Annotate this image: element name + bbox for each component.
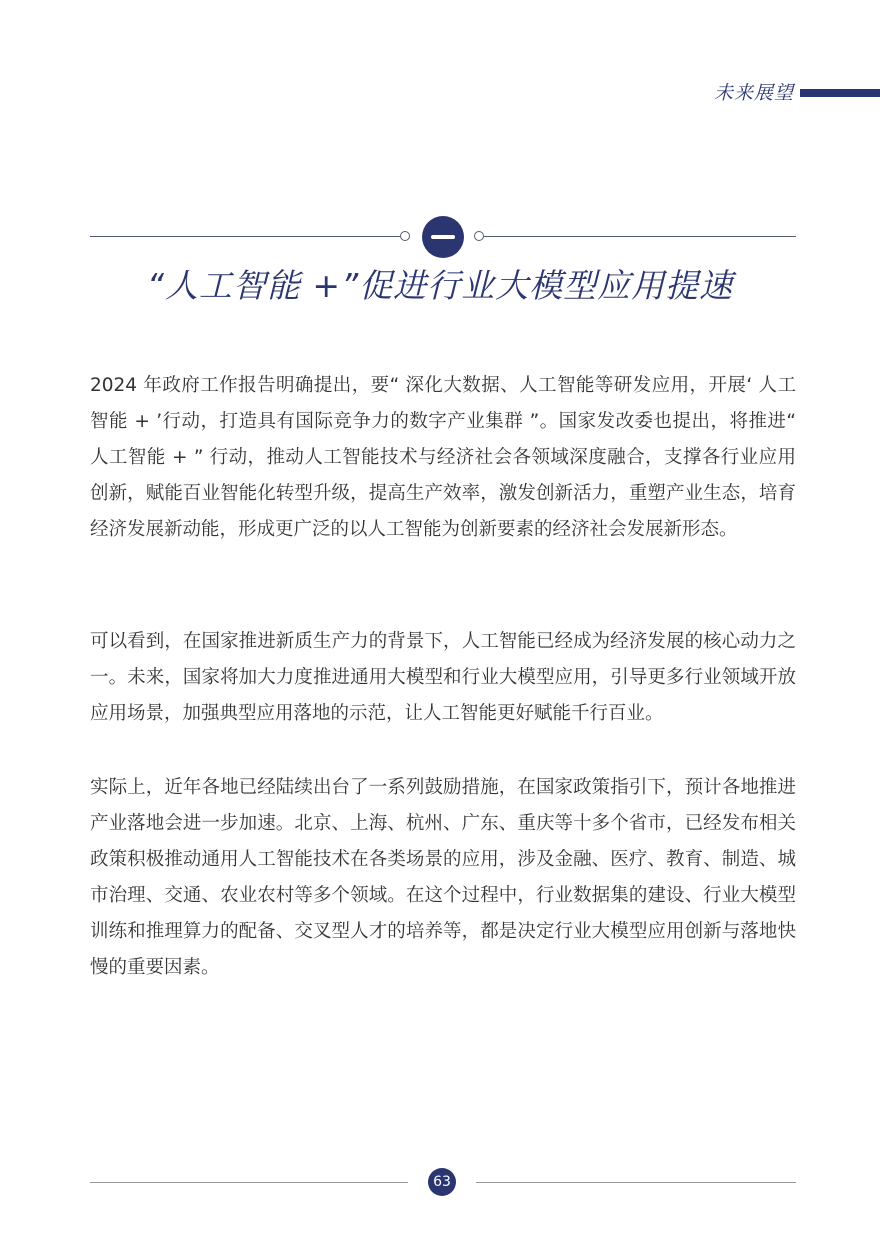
- section-divider-dot-right: [474, 231, 484, 241]
- page-number-badge: 63: [428, 1168, 456, 1196]
- section-title: “人工智能 +”促进行业大模型应用提速: [146, 266, 734, 305]
- footer-rule-left: [90, 1182, 408, 1183]
- body-paragraph-2: 可以看到，在国家推进新质生产力的背景下，人工智能已经成为经济发展的核心动力之一。未来，国家将加大力度推进通用大模型和行业大模型应用，引导更多行业领域开放应用场景，加强典型应用落地的示范，让人工智能更好赋能千行百业。: [90, 631, 796, 724]
- section-number-glyph: [431, 235, 455, 239]
- section-divider-right: [484, 236, 796, 237]
- body-paragraph-1: 2024 年政府工作报告明确提出，要“ 深化大数据、人工智能等研发应用，开展‘ 人工智能 + ’行动，打造具有国际竞争力的数字产业集群 ”。国家发改委也提出，将推进“ 人工智能 + ” 行动，推动人工智能技术与经济社会各领域深度融合，支撑各行业应用创新，赋能百业智能化转型升级，提高生产效率，激发创新活力，重塑产业生态，培育经济发展新动能，形成更广泛的以人工智能为创新要素的经济社会发展新形态。: [90, 375, 796, 540]
- footer-rule-right: [476, 1182, 796, 1183]
- header-accent-bar: [800, 89, 880, 97]
- section-divider-dot-left: [400, 231, 410, 241]
- section-divider-left: [90, 236, 400, 237]
- header-section-label: 未来展望: [713, 82, 794, 104]
- body-paragraph-3: 实际上，近年各地已经陆续出台了一系列鼓励措施，在国家政策指引下，预计各地推进产业落地会进一步加速。北京、上海、杭州、广东、重庆等十多个省市，已经发布相关政策积极推动通用人工智能技术在各类场景的应用，涉及金融、医疗、教育、制造、城市治理、交通、农业农村等多个领域。在这个过程中，行业数据集的建设、行业大模型训练和推理算力的配备、交叉型人才的培养等，都是决定行业大模型应用创新与落地快慢的重要因素。: [90, 777, 796, 978]
- section-number-badge: [422, 216, 464, 258]
